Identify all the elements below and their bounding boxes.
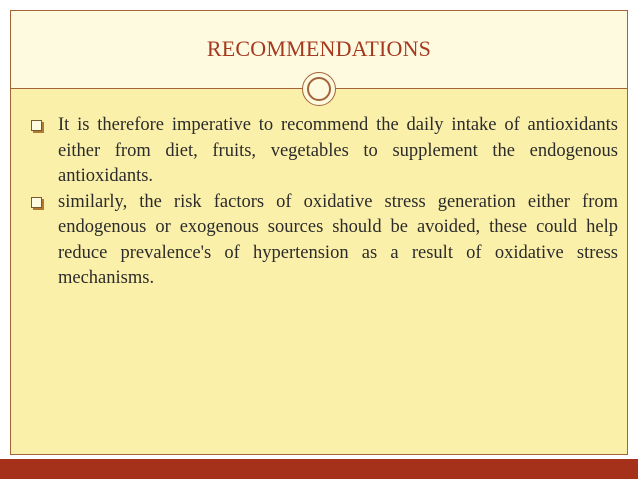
circle-ornament-icon	[302, 72, 336, 106]
bullet-item	[28, 190, 618, 292]
bullet-text: It is therefore imperative to recommend the daily intake of antioxidants either from diet, fruits, vegetables to supplement the endogenous antioxidants.	[58, 115, 618, 186]
slide-title: RECOMMENDATIONS	[206, 36, 432, 61]
slide-frame	[10, 10, 628, 455]
bullet-list	[28, 113, 618, 292]
square-bullet-icon	[31, 120, 42, 131]
inner-circle-icon	[307, 77, 331, 101]
square-bullet-icon	[31, 197, 42, 208]
footer-bar	[0, 459, 638, 479]
bullet-item	[28, 113, 618, 190]
bullet-text: similarly, the risk factors of oxidative stress generation either from endogenous or exogenous sources should be avoided, these could help reduce prevalence's of hypertension as a result of oxidative stress mechanisms.	[58, 191, 618, 288]
